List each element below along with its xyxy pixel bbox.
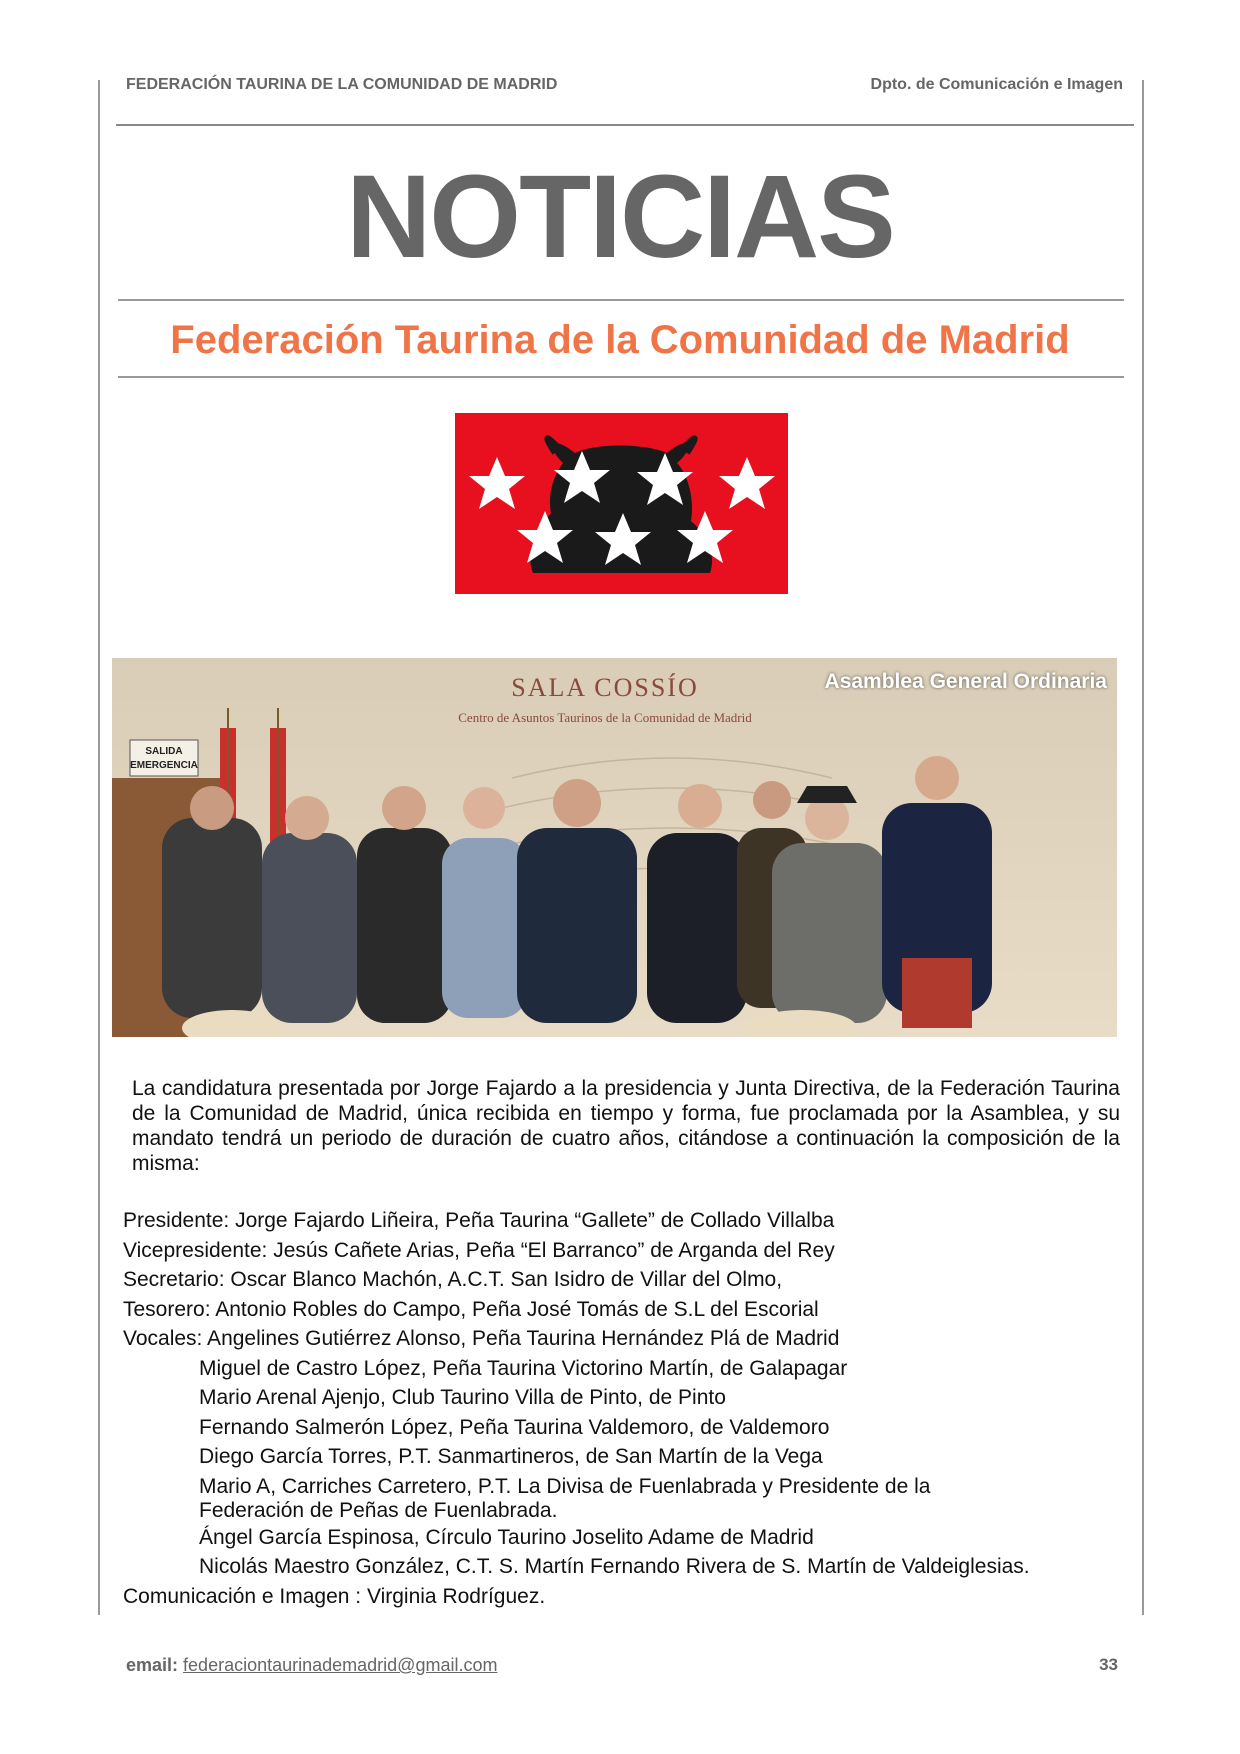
exit-sign-line-1: SALIDA <box>145 746 183 757</box>
roster-vocal: Miguel de Castro López, Peña Taurina Victorino Martín, de Galapagar <box>199 1356 848 1380</box>
photo-caption: Asamblea General Ordinaria <box>824 670 1107 693</box>
email-link[interactable]: federaciontaurinademadrid@gmail.com <box>183 1655 498 1675</box>
roster-vocal: Mario A, Carriches Carretero, P.T. La Divisa de Fuenlabrada y Presidente de la <box>199 1474 931 1498</box>
roster-vicepresidente: Vicepresidente: Jesús Cañete Arias, Peña “El Barranco” de Arganda del Rey <box>123 1238 835 1262</box>
header-rule <box>116 124 1134 126</box>
roster-comunicacion: Comunicación e Imagen : Virginia Rodríguez. <box>123 1584 546 1608</box>
roster-vocal: Fernando Salmerón López, Peña Taurina Valdemoro, de Valdemoro <box>199 1415 830 1439</box>
page-number: 33 <box>1099 1655 1118 1674</box>
group-photo <box>112 658 1117 1037</box>
bull-stars-flag-logo <box>455 413 788 594</box>
exit-sign-line-2: EMERGENCIA <box>130 760 198 771</box>
roster-presidente: Presidente: Jorge Fajardo Liñeira, Peña Taurina “Gallete” de Collado Villalba <box>123 1209 835 1232</box>
header-department: Dpto. de Comunicación e Imagen <box>870 76 1123 93</box>
roster-vocal: Nicolás Maestro González, C.T. S. Martín Fernando Rivera de S. Martín de Valdeiglesias. <box>199 1555 1030 1578</box>
roster-vocal: Ángel García Espinosa, Círculo Taurino Joselito Adame de Madrid <box>199 1525 814 1549</box>
roster-vocal: Mario Arenal Ajenjo, Club Taurino Villa de Pinto, de Pinto <box>199 1386 726 1409</box>
right-margin-line <box>1142 80 1144 1615</box>
intro-paragraph: La candidatura presentada por Jorge Fajardo a la presidencia y Junta Directiva, de la Federación Taurina de la Comunidad de Madrid, única recibida en tiempo y forma, fue proclamada por la Asamblea, y su mandato tendrá un periodo de duración de cuatro años, citándose a continuación la composición de la misma: <box>132 1077 1120 1175</box>
roster-vocal: Diego García Torres, P.T. Sanmartineros, de San Martín de la Vega <box>199 1445 823 1468</box>
page-subtitle: Federación Taurina de la Comunidad de Madrid <box>170 318 1070 362</box>
footer-email-label: email: <box>126 1655 179 1675</box>
footer-email <box>126 1655 497 1676</box>
page-title: NOTICIAS <box>346 151 894 283</box>
board-roster <box>123 1206 1030 1611</box>
roster-vocales: Vocales: Angelines Gutiérrez Alonso, Peña Taurina Hernández Plá de Madrid <box>123 1327 840 1350</box>
roster-secretario: Secretario: Oscar Blanco Machón, A.C.T. San Isidro de Villar del Olmo, <box>123 1268 783 1291</box>
roster-tesorero: Tesorero: Antonio Robles do Campo, Peña José Tomás de S.L del Escorial <box>123 1297 819 1321</box>
title-rule-bottom <box>118 376 1124 378</box>
title-rule-top <box>118 299 1124 301</box>
wall-sign-title: SALA COSSÍO <box>511 673 699 702</box>
roster-vocal-continued: Federación de Peñas de Fuenlabrada. <box>199 1498 558 1522</box>
header-organization: FEDERACIÓN TAURINA DE LA COMUNIDAD DE MADRID <box>126 76 558 93</box>
group-photo-illustration <box>112 658 1117 1037</box>
wall-sign-subtitle: Centro de Asuntos Taurinos de la Comunidad de Madrid <box>458 710 752 725</box>
left-margin-line <box>98 80 100 1615</box>
